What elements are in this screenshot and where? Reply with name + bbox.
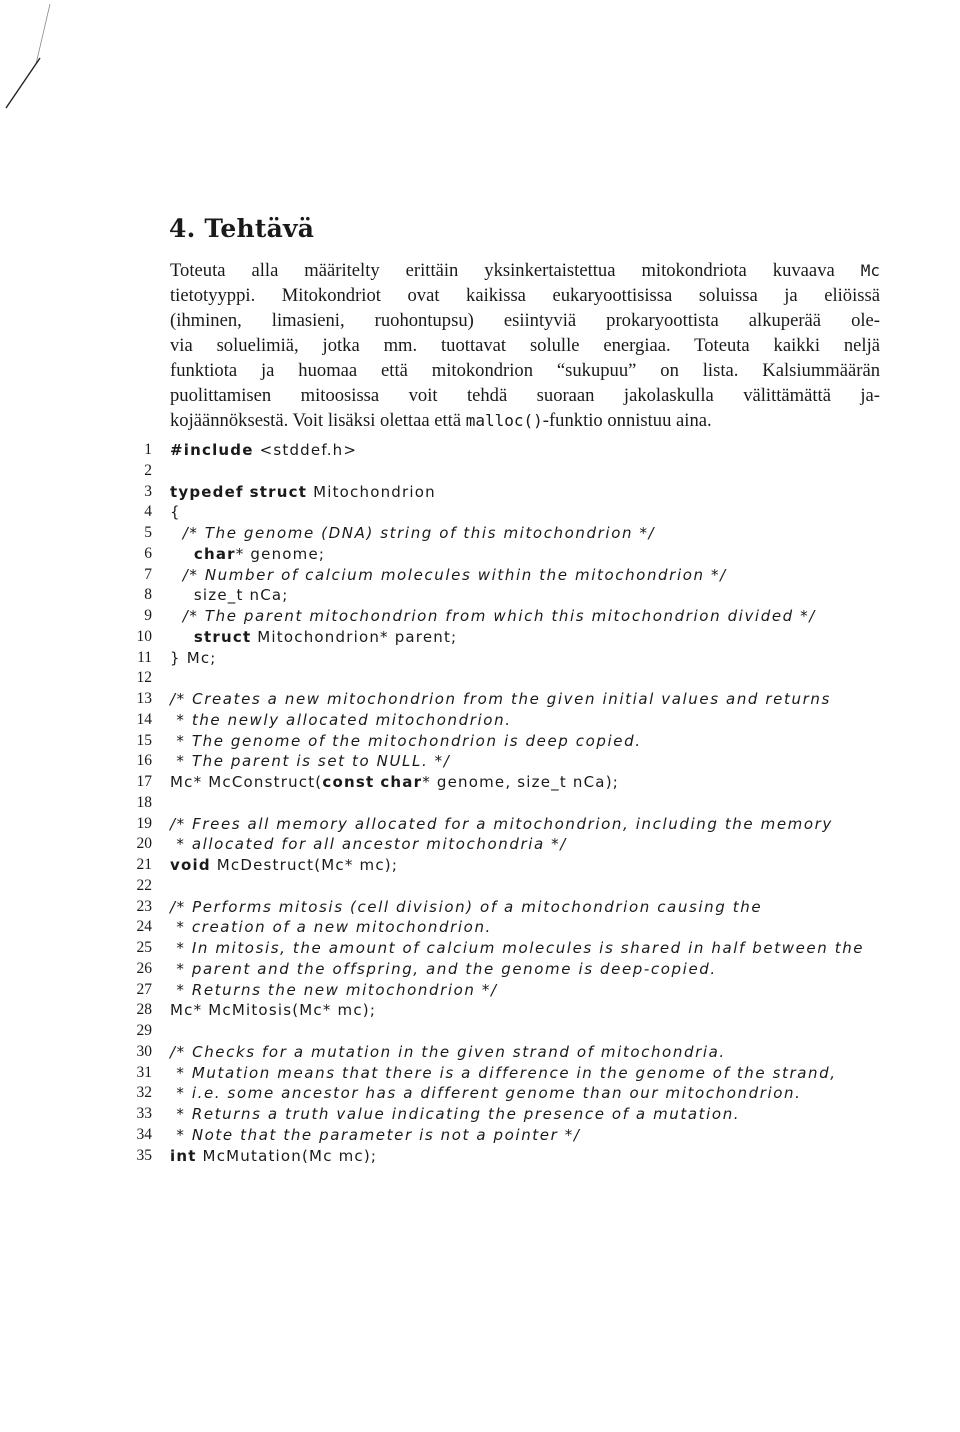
line-number: 8 (144, 586, 152, 604)
line-number: 30 (136, 1042, 152, 1060)
line-number: 2 (144, 461, 152, 479)
line-number: 28 (136, 1001, 152, 1019)
line-number: 24 (136, 918, 152, 936)
line-number: 26 (136, 959, 152, 977)
line-number: 5 (144, 524, 152, 541)
code-text: #include <stddef.h> (170, 441, 358, 459)
code-line (130, 793, 950, 814)
line-number: 33 (136, 1105, 152, 1122)
code-line (130, 565, 950, 586)
description-line: puolittamisen mitoosissa voit tehdä suoraan jakolaskulla välittämättä ja- (170, 385, 880, 406)
code-line (130, 461, 950, 482)
code-text: Mc* McMitosis(Mc* mc); (170, 1001, 377, 1020)
line-number: 10 (136, 627, 152, 645)
code-line (130, 1146, 950, 1167)
description-line: Toteuta alla määritelty erittäin yksinkertaistettua mitokondriota kuvaava Mc (170, 260, 880, 281)
code-text: /* Checks for a mutation in the given strand of mitochondria. (170, 1042, 726, 1061)
line-number: 21 (136, 856, 152, 873)
code-line (130, 1021, 950, 1042)
code-line (130, 814, 950, 835)
code-text: /* Number of calcium molecules within the mitochondrion */ (170, 565, 727, 584)
code-text: } Mc; (170, 648, 217, 667)
code-text: * Note that the parameter is not a pointer */ (170, 1125, 581, 1144)
code-line (130, 980, 950, 1001)
code-line (130, 1104, 950, 1125)
line-number: 34 (136, 1125, 152, 1143)
line-number: 3 (144, 482, 152, 500)
line-number: 11 (137, 648, 152, 666)
line-number: 20 (136, 835, 152, 853)
code-line (130, 482, 950, 503)
code-line (130, 1063, 950, 1084)
line-number: 12 (136, 669, 152, 687)
code-text: Mc* McConstruct(const char* genome, size_t nCa); (170, 773, 619, 791)
code-text: void McDestruct(Mc* mc); (170, 856, 399, 874)
description-line: funktiota ja huomaa että mitokondrion “sukupuu” on lista. Kalsiummäärän (170, 360, 880, 381)
line-number: 23 (136, 897, 152, 915)
line-number: 9 (144, 607, 152, 624)
code-line (130, 668, 950, 689)
line-number: 27 (136, 980, 152, 998)
code-text: struct Mitochondrion* parent; (193, 627, 458, 646)
code-text: /* The genome (DNA) string of this mitochondrion */ (170, 524, 656, 542)
line-number: 19 (136, 814, 152, 832)
description-line: kojäännöksestä. Voit lisäksi olettaa että malloc()-funktio onnistuu aina. (170, 410, 712, 431)
code-listing (130, 440, 950, 1166)
code-text: int McMutation(Mc mc); (170, 1146, 378, 1165)
line-number: 16 (136, 752, 152, 770)
code-line (130, 1000, 950, 1021)
line-number: 25 (136, 939, 152, 956)
code-line (130, 897, 950, 918)
code-text: /* Creates a new mitochondrion from the given initial values and returns (170, 690, 831, 708)
line-number: 22 (136, 876, 152, 894)
code-text: { (170, 503, 181, 522)
code-text: char* genome; (193, 544, 326, 563)
code-line (130, 772, 950, 793)
code-text: * parent and the offspring, and the genome is deep-copied. (170, 959, 717, 978)
line-number: 29 (136, 1022, 152, 1039)
code-line (130, 1083, 950, 1104)
code-text: * The parent is set to NULL. */ (170, 752, 451, 771)
line-number: 18 (136, 793, 152, 811)
code-line (130, 959, 950, 980)
code-line (130, 710, 950, 731)
line-number: 13 (136, 690, 152, 707)
code-text: * The genome of the mitochondrion is deep copied. (170, 731, 642, 750)
code-line (130, 917, 950, 938)
line-number: 6 (144, 544, 152, 562)
code-line (130, 731, 950, 752)
code-line (130, 502, 950, 523)
line-number: 17 (136, 773, 152, 790)
line-number: 1 (144, 441, 152, 458)
code-line (130, 585, 950, 606)
code-text: typedef struct Mitochondrion (170, 482, 436, 501)
code-text: /* The parent mitochondrion from which this mitochondrion divided */ (170, 607, 816, 625)
scan-artifact-line (0, 0, 60, 110)
code-text: * the newly allocated mitochondrion. (170, 710, 512, 729)
line-number: 7 (144, 565, 152, 583)
inline-code: malloc() (465, 411, 543, 430)
code-text: * Returns the new mitochondrion */ (170, 980, 498, 999)
exercise-description (170, 258, 880, 433)
code-text: * Returns a truth value indicating the presence of a mutation. (170, 1105, 741, 1123)
code-text: * Mutation means that there is a difference in the genome of the strand, (170, 1063, 837, 1082)
code-line (130, 627, 950, 648)
code-text: * creation of a new mitochondrion. (170, 918, 492, 937)
code-line (130, 440, 950, 461)
code-line (130, 544, 950, 565)
description-line: tietotyyppi. Mitokondriot ovat kaikissa eukaryoottisissa soluissa ja eliöissä (170, 285, 880, 306)
code-line (130, 606, 950, 627)
code-line (130, 1042, 950, 1063)
code-text: size_t nCa; (170, 586, 289, 605)
line-number: 32 (136, 1084, 152, 1102)
code-text: * i.e. some ancestor has a different genome than our mitochondrion. (170, 1084, 802, 1103)
description-line: (ihminen, limasieni, ruohontupsu) esiintyviä prokaryoottista alkuperää ole- (170, 310, 880, 331)
code-text: * allocated for all ancestor mitochondria */ (170, 835, 567, 854)
code-line (130, 938, 950, 959)
code-line (130, 876, 950, 897)
exercise-heading: 4. Tehtävä (169, 214, 315, 243)
code-text: * In mitosis, the amount of calcium molecules is shared in half between the (170, 939, 865, 957)
code-line (130, 855, 950, 876)
line-number: 4 (144, 503, 152, 521)
description-line: via soluelimiä, jotka mm. tuottavat solulle energiaa. Toteuta kaikki neljä (170, 335, 880, 356)
line-number: 15 (136, 731, 152, 749)
code-line (130, 834, 950, 855)
line-number: 35 (136, 1146, 152, 1164)
code-line (130, 648, 950, 669)
line-number: 31 (136, 1063, 152, 1081)
code-line (130, 689, 950, 710)
code-line (130, 751, 950, 772)
code-text: /* Frees all memory allocated for a mitochondrion, including the memory (170, 814, 833, 833)
code-text: /* Performs mitosis (cell division) of a mitochondrion causing the (170, 897, 763, 916)
code-line (130, 523, 950, 544)
code-line (130, 1125, 950, 1146)
line-number: 14 (136, 710, 152, 728)
inline-code: Mc (860, 261, 880, 280)
